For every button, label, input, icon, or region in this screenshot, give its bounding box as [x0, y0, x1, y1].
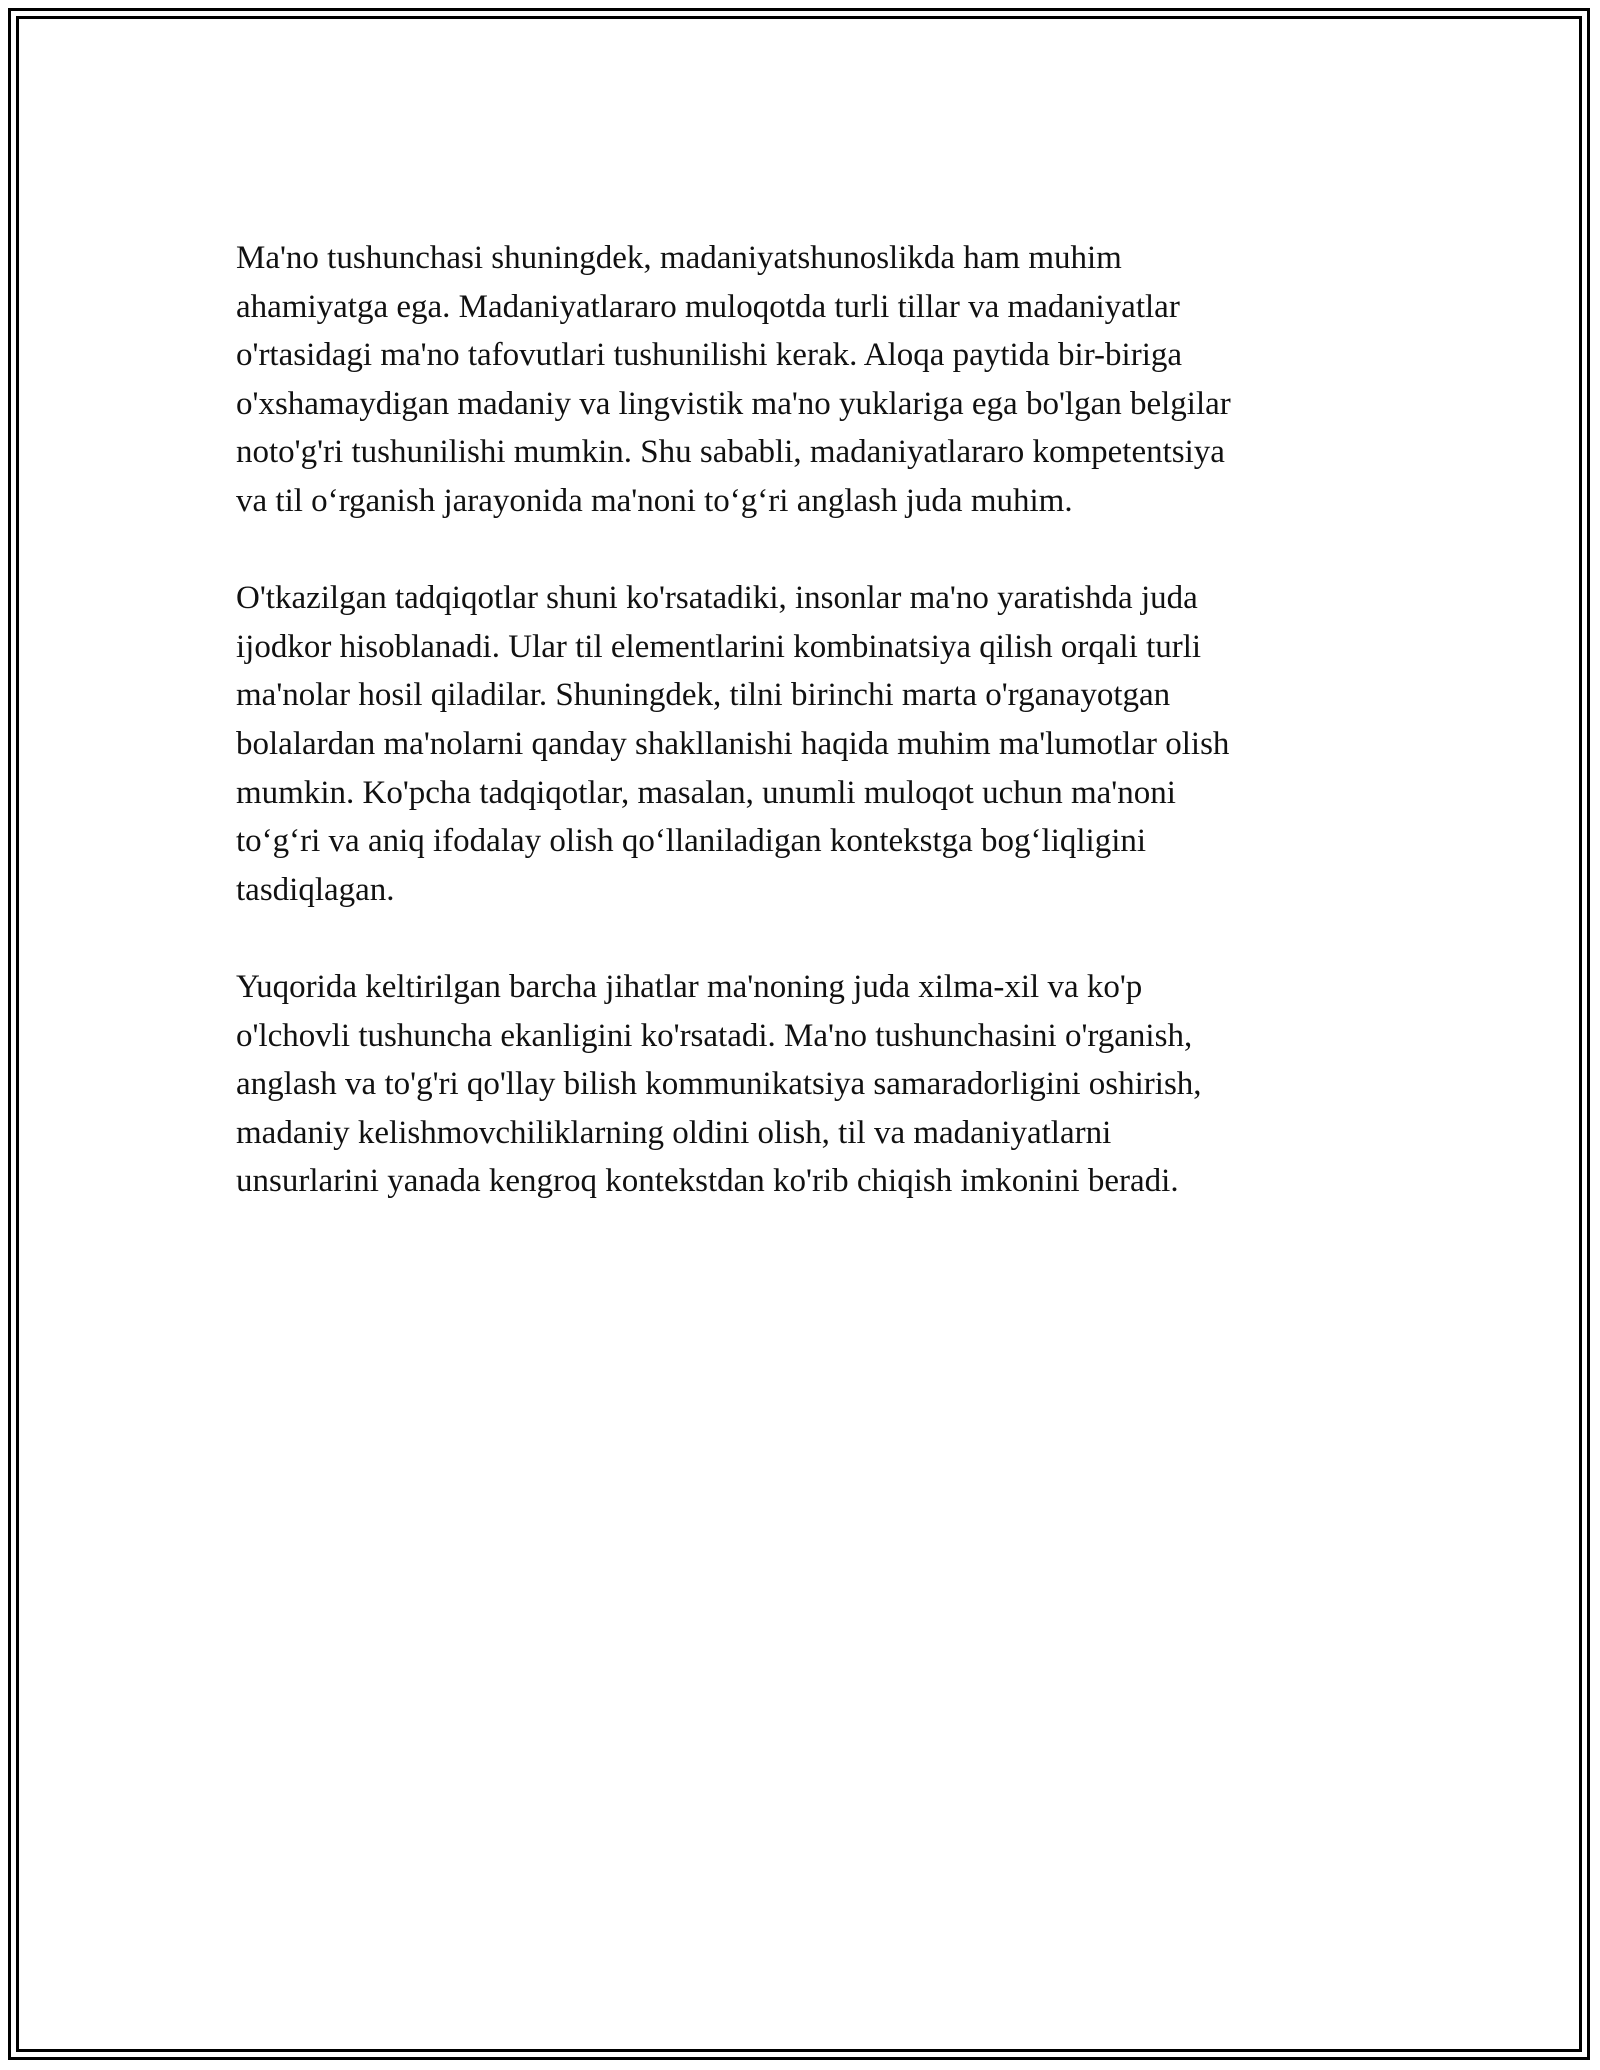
paragraph-line: anglash va to'g'ri qo'llay bilish kommunikatsiya samaradorligini oshirish, — [236, 1066, 1202, 1103]
paragraph-line: unsurlarini yanada kengroq kontekstdan ko'rib chiqish imkonini beradi. — [236, 1163, 1179, 1200]
paragraph-3 — [236, 963, 1366, 1206]
paragraph-2 — [236, 574, 1366, 914]
paragraph-line: ahamiyatga ega. Madaniyatlararo muloqotda turli tillar va madaniyatlar — [236, 288, 1180, 325]
paragraph-line: mumkin. Ko'pcha tadqiqotlar, masalan, unumli muloqot uchun ma'noni — [236, 774, 1176, 811]
paragraph-line: noto'g'ri tushunilishi mumkin. Shu sababli, madaniyatlararo kompetentsiya — [236, 434, 1225, 471]
paragraph-line: o'xshamaydigan madaniy va lingvistik ma'no yuklariga ega bo'lgan belgilar — [236, 385, 1231, 422]
paragraph-line: tasdiqlagan. — [236, 871, 395, 908]
paragraph-1 — [236, 234, 1366, 526]
paragraph-line: O'tkazilgan tadqiqotlar shuni ko'rsatadiki, insonlar ma'no yaratishda juda — [236, 580, 1198, 617]
paragraph-line: bolalardan ma'nolarni qanday shakllanishi haqida muhim ma'lumotlar olish — [236, 725, 1230, 762]
paragraph-line: to‘g‘ri va aniq ifodalay olish qo‘llaniladigan kontekstga bog‘liqligini — [236, 823, 1147, 860]
paragraph-line: o'lchovli tushuncha ekanligini ko'rsatadi. Ma'no tushunchasini o'rganish, — [236, 1017, 1193, 1054]
paragraph-line: va til o‘rganish jarayonida ma'noni to‘g‘ri anglash juda muhim. — [236, 482, 1073, 519]
paragraph-line: ijodkor hisoblanadi. Ular til elementlarini kombinatsiya qilish orqali turli — [236, 628, 1202, 665]
document-body — [236, 234, 1366, 1254]
paragraph-line: madaniy kelishmovchiliklarning oldini olish, til va madaniyatlarni — [236, 1114, 1112, 1151]
paragraph-line: o'rtasidagi ma'no tafovutlari tushunilishi kerak. Aloqa paytida bir-biriga — [236, 337, 1183, 374]
paragraph-line: ma'nolar hosil qiladilar. Shuningdek, tilni birinchi marta o'rganayotgan — [236, 677, 1171, 714]
paragraph-line: Yuqorida keltirilgan barcha jihatlar ma'noning juda xilma-xil va ko'p — [236, 968, 1143, 1005]
paragraph-line: Ma'no tushunchasi shuningdek, madaniyatshunoslikda ham muhim — [236, 240, 1122, 276]
